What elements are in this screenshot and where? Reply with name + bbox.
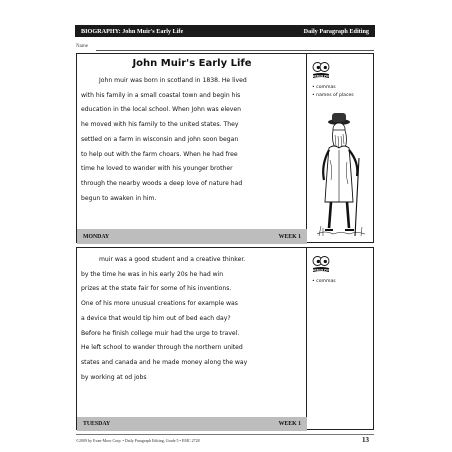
day-label: MONDAY bbox=[83, 233, 110, 240]
monday-section bbox=[76, 53, 374, 243]
tuesday-day-bar bbox=[77, 417, 307, 431]
tuesday-section bbox=[76, 247, 374, 430]
passage-title: John Muir's Early Life bbox=[132, 58, 252, 69]
paragraph-line: by working at od jobs bbox=[81, 373, 147, 381]
paragraph-line: time he loved to wander with his younger brother bbox=[81, 165, 233, 173]
monday-text-area bbox=[77, 54, 307, 242]
tip-item: • commas bbox=[312, 279, 336, 284]
name-rule bbox=[96, 50, 374, 51]
paragraph-line: He left school to wander through the northern united bbox=[81, 344, 243, 352]
paragraph-line: through the nearby woods a deep love of nature had bbox=[81, 179, 243, 187]
watch-for-eyes-icon bbox=[311, 254, 331, 274]
paragraph-line: prizes at the state fair for some of his inventions. bbox=[81, 285, 232, 293]
paragraph-line: settled on a farm in wisconsin and john soon began bbox=[81, 135, 239, 143]
paragraph-line: education in the local school. When John was eleven bbox=[81, 106, 242, 114]
paragraph-line: with his family in a small coastal town and begin his bbox=[81, 91, 241, 99]
paragraph-line: a device that would tip him out of bed each day? bbox=[81, 314, 231, 322]
paragraph-line: states and canada and he made money along the way bbox=[81, 358, 248, 366]
monday-tips bbox=[312, 84, 374, 100]
page-number: 13 bbox=[362, 436, 369, 444]
monday-side-panel bbox=[307, 54, 375, 242]
paragraph-line: One of his more unusual creations for example was bbox=[81, 300, 238, 308]
paragraph-line: Before he finish college muir had the urge to travel. bbox=[81, 329, 240, 337]
watch-for-label: WATCH FOR bbox=[311, 267, 331, 272]
paragraph-line: begun to awaken in him. bbox=[81, 194, 157, 202]
header-series: Daily Paragraph Editing bbox=[303, 27, 369, 35]
tip-item: • names of places bbox=[312, 93, 354, 98]
monday-day-bar bbox=[77, 229, 307, 244]
tuesday-side-panel bbox=[307, 248, 375, 429]
watch-for-label: WATCH FOR bbox=[311, 73, 331, 78]
week-label: WEEK 1 bbox=[278, 421, 301, 427]
tuesday-text-area bbox=[77, 248, 307, 429]
name-label: Name bbox=[76, 44, 88, 49]
watch-for-eyes-icon bbox=[311, 60, 331, 80]
tuesday-paragraph bbox=[81, 253, 305, 385]
paragraph-line: he moved with his family to the united states. They bbox=[81, 121, 239, 129]
footer-rule bbox=[76, 434, 374, 435]
monday-paragraph bbox=[81, 74, 305, 206]
name-line[interactable] bbox=[76, 44, 374, 52]
paragraph-line: to help out with the farm choars. When he had free bbox=[81, 150, 238, 158]
week-label: WEEK 1 bbox=[278, 233, 301, 240]
tuesday-tips bbox=[312, 278, 374, 286]
paragraph-line: by the time he was in his early 20s he had win bbox=[81, 270, 224, 278]
paragraph-line: John muir was born in scotland in 1838. He lived bbox=[99, 77, 247, 84]
header-bar bbox=[75, 25, 375, 37]
header-subject: BIOGRAPHY: John Muir's Early Life bbox=[81, 27, 184, 35]
copyright-footer: ©2009 by Evan-Moor Corp. • Daily Paragraph Editing, Grade 5 • EMC 2728 bbox=[76, 438, 200, 443]
john-muir-illustration bbox=[315, 110, 367, 238]
tip-item: • commas bbox=[312, 85, 336, 90]
paragraph-line: muir was a good student and a creative thinker. bbox=[99, 256, 246, 263]
day-label: TUESDAY bbox=[83, 421, 111, 427]
